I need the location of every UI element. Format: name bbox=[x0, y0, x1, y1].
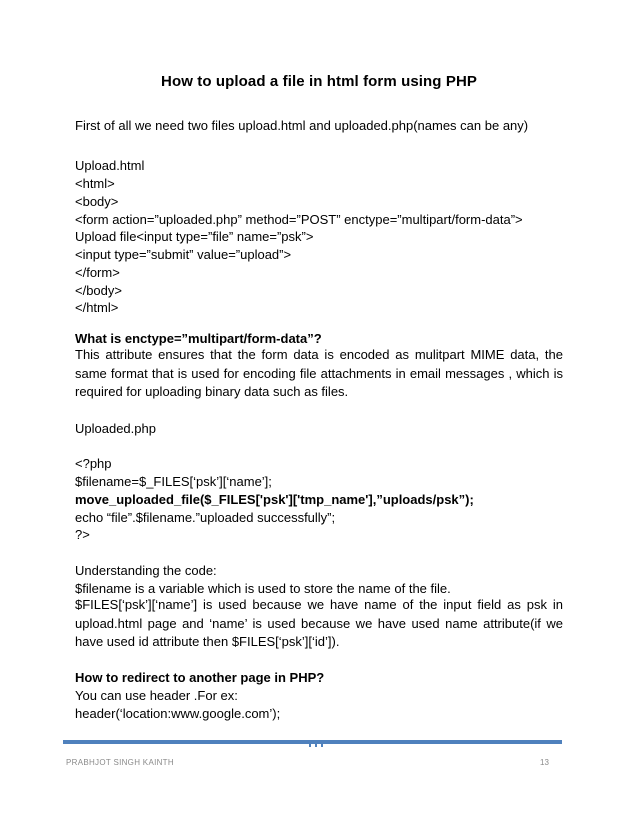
code-line: ?> bbox=[75, 527, 90, 542]
redirect-line: You can use header .For ex: bbox=[75, 688, 238, 703]
code-line: Upload file<input type=”file” name=”psk”> bbox=[75, 229, 314, 244]
upload-html-heading: Upload.html bbox=[75, 158, 145, 173]
code-line: <body> bbox=[75, 194, 119, 209]
code-line: <?php bbox=[75, 456, 112, 471]
uploaded-php-heading: Uploaded.php bbox=[75, 421, 156, 436]
code-line: </html> bbox=[75, 300, 119, 315]
page-title: How to upload a file in html form using PHP bbox=[161, 73, 477, 90]
enctype-body: This attribute ensures that the form data is encoded as mulitpart MIME data, the same format that is used for encoding file attachments in email messages , which is required for uploading binary data such as files. bbox=[75, 347, 563, 399]
code-line: </form> bbox=[75, 265, 120, 280]
code-line: <html> bbox=[75, 176, 115, 191]
page-number: 13 bbox=[540, 758, 549, 767]
code-line: </body> bbox=[75, 283, 122, 298]
code-line: echo “file”.$filename.”uploaded successfully”; bbox=[75, 510, 336, 525]
code-line: <form action=”uploaded.php” method=”POST” enctype=”multipart/form-data”> bbox=[75, 212, 523, 227]
enctype-heading: What is enctype=”multipart/form-data”? bbox=[75, 331, 322, 346]
redirect-code: header(‘location:www.google.com’); bbox=[75, 706, 281, 721]
code-line-bold: move_uploaded_file($_FILES['psk']['tmp_name'],”uploads/psk”); bbox=[75, 492, 474, 507]
understanding-heading: Understanding the code: bbox=[75, 563, 217, 578]
intro-text: First of all we need two files upload.html and uploaded.php(names can be any) bbox=[75, 118, 529, 133]
code-line: $filename=$_FILES[‘psk’][‘name’]; bbox=[75, 474, 272, 489]
footer-author: PRABHJOT SINGH KAINTH bbox=[66, 758, 174, 767]
footer-ornament bbox=[309, 744, 323, 747]
redirect-heading: How to redirect to another page in PHP? bbox=[75, 670, 325, 685]
code-line: <input type=”submit” value=”upload”> bbox=[75, 247, 292, 262]
understanding-line: $filename is a variable which is used to store the name of the file. bbox=[75, 581, 451, 596]
understanding-paragraph: $FILES[‘psk’][‘name’] is used because we have name of the input field as psk in upload.html page and ‘name’ is used because we have used name attribute(if we have used id attribute then $FILES[‘psk’][‘id’]). bbox=[75, 597, 563, 649]
